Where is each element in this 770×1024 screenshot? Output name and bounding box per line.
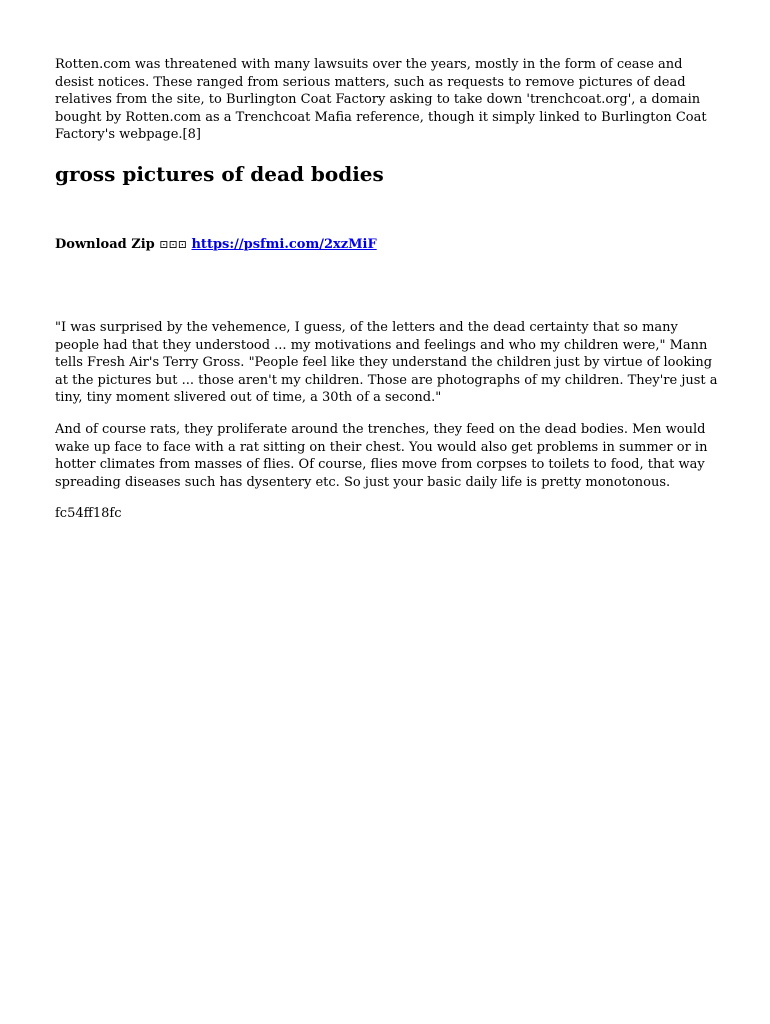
download-line bbox=[55, 236, 720, 253]
intro-paragraph: Rotten.com was threatened with many lawsuits over the years, mostly in the form of cease and desist notices. These ranged from serious matters, such as requests to remove pictures of dead relatives from the site, to Burlington Coat Factory asking to take down 'trenchcoat.org', a domain bought by Rotten.com as a Trenchcoat Mafia reference, though it simply linked to Burlington Coat Factory's webpage.[8] bbox=[55, 57, 707, 143]
download-link[interactable]: https://psfmi.com/2xzMiF bbox=[191, 236, 377, 252]
rats-paragraph: And of course rats, they proliferate around the trenches, they feed on the dead bodies. Men would wake up face to face with a rat sitting on their chest. You would also get problems in summer or in hotter climates from masses of flies. Of course, flies move from corpses to toilets to food, that way spreading diseases such has dysentery etc. So just your basic daily life is pretty monotonous. bbox=[55, 421, 708, 490]
hash-code: fc54ff18fc bbox=[55, 506, 122, 522]
spacer bbox=[55, 253, 720, 319]
download-label: Download Zip bbox=[55, 236, 155, 252]
document-page bbox=[55, 56, 720, 522]
missing-glyph-icon: ⊡⊡⊡ bbox=[159, 237, 187, 251]
page-title: gross pictures of dead bodies bbox=[55, 161, 384, 186]
quote-paragraph: "I was surprised by the vehemence, I guess, of the letters and the dead certainty that so many people had that they understood ... my motivations and feelings and who my children were," Mann tells Fresh Air's Terry Gross. "People feel like they understand the children just by virtue of looking at the pictures but ... those aren't my children. Those are photographs of my children. They're just a tiny, tiny moment slivered out of time, a 30th of a second." bbox=[55, 319, 718, 406]
